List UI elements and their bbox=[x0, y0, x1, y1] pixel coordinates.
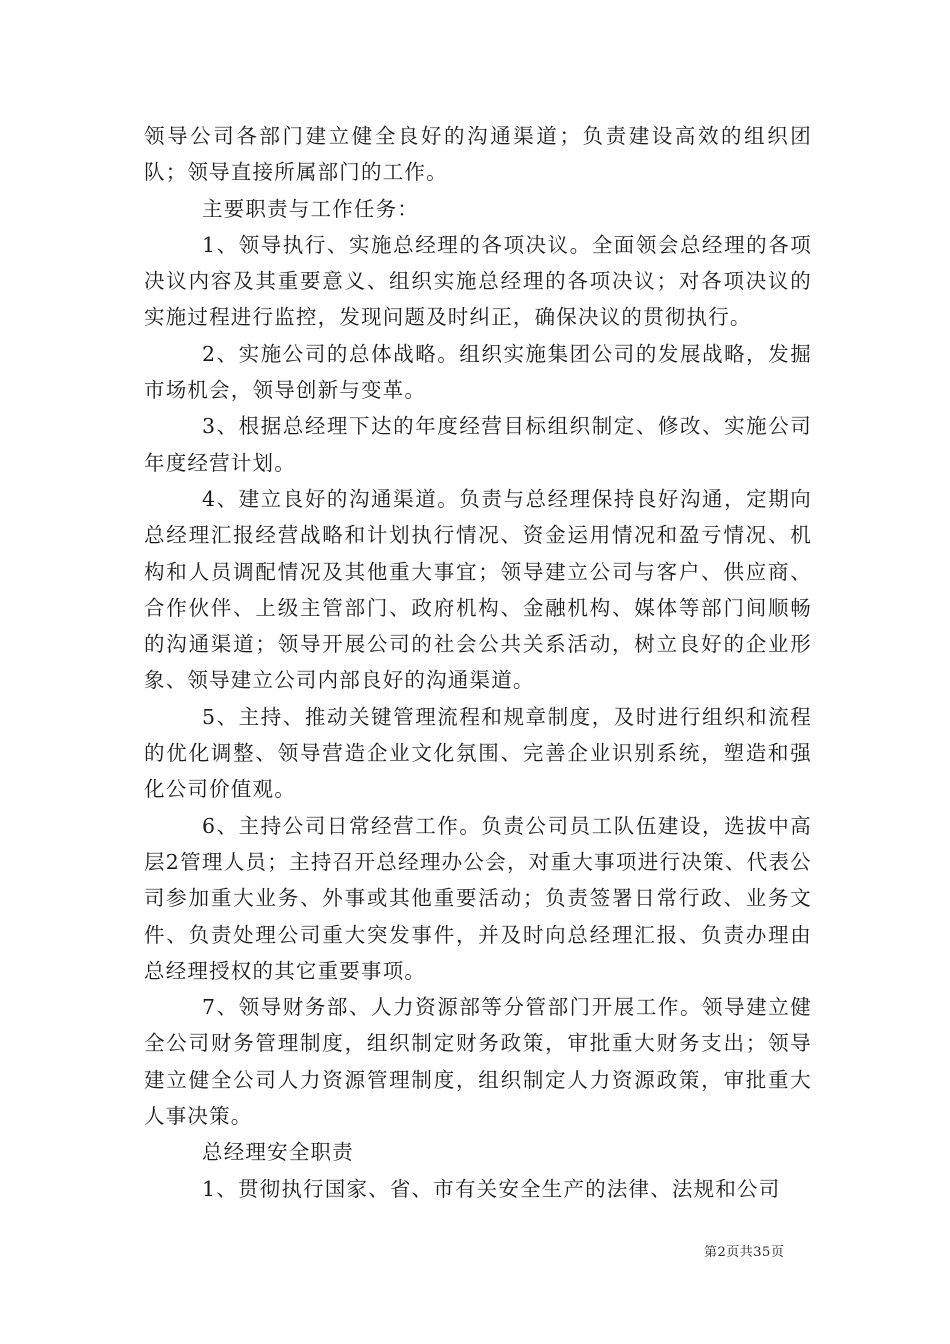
duty-item-6: 6、主持公司日常经营工作。负责公司员工队伍建设，选拔中高层2管理人员；主持召开总经理办公会，对重大事项进行决策、代表公司参加重大业务、外事或其他重要活动；负责签署日常行政、业务文件、负责处理公司重大突发事件，并及时向总经理汇报、负责办理由总经理授权的其它重要事项。 bbox=[144, 813, 812, 983]
duty-item-1: 1、领导执行、实施总经理的各项决议。全面领会总经理的各项决议内容及其重要意义、组织实施总经理的各项决议；对各项决议的实施过程进行监控，发现问题及时纠正，确保决议的贯彻执行。 bbox=[144, 232, 812, 330]
page-number: 第2页共35页 bbox=[704, 1245, 785, 1260]
duty-item-4: 4、建立良好的沟通渠道。负责与总经理保持良好沟通，定期向总经理汇报经营战略和计划执行情况、资金运用情况和盈亏情况、机构和人员调配情况及其他重大事宜；领导建立公司与客户、供应商、合作伙伴、上级主管部门、政府机构、金融机构、媒体等部门间顺畅的沟通渠道；领导开展公司的社会公共关系活动，树立良好的企业形象、领导建立公司内部良好的沟通渠道。 bbox=[144, 486, 812, 693]
document-body bbox=[144, 118, 812, 1207]
section-heading-safety-duties: 总经理安全职责 bbox=[202, 1140, 354, 1165]
duty-item-2: 2、实施公司的总体战略。组织实施集团公司的发展战略，发掘市场机会，领导创新与变革。 bbox=[144, 341, 812, 403]
duty-item-3: 3、根据总经理下达的年度经营目标组织制定、修改、实施公司年度经营计划。 bbox=[144, 414, 812, 475]
duty-item-7: 7、领导财务部、人力资源部等分管部门开展工作。领导建立健全公司财务管理制度，组织制定财务政策，审批重大财务支出；领导建立健全公司人力资源管理制度，组织制定人力资源政策，审批重大人事决策。 bbox=[144, 995, 812, 1129]
paragraph-continuation: 领导公司各部门建立健全良好的沟通渠道；负责建设高效的组织团队；领导直接所属部门的工作。 bbox=[144, 124, 812, 185]
safety-item-1: 1、贯彻执行国家、省、市有关安全生产的法律、法规和公司 bbox=[202, 1176, 781, 1201]
duty-item-5: 5、主持、推动关键管理流程和规章制度，及时进行组织和流程的优化调整、领导营造企业文化氛围、完善企业识别系统，塑造和强化公司价值观。 bbox=[144, 704, 812, 802]
section-heading-main-duties: 主要职责与工作任务： bbox=[202, 196, 419, 221]
